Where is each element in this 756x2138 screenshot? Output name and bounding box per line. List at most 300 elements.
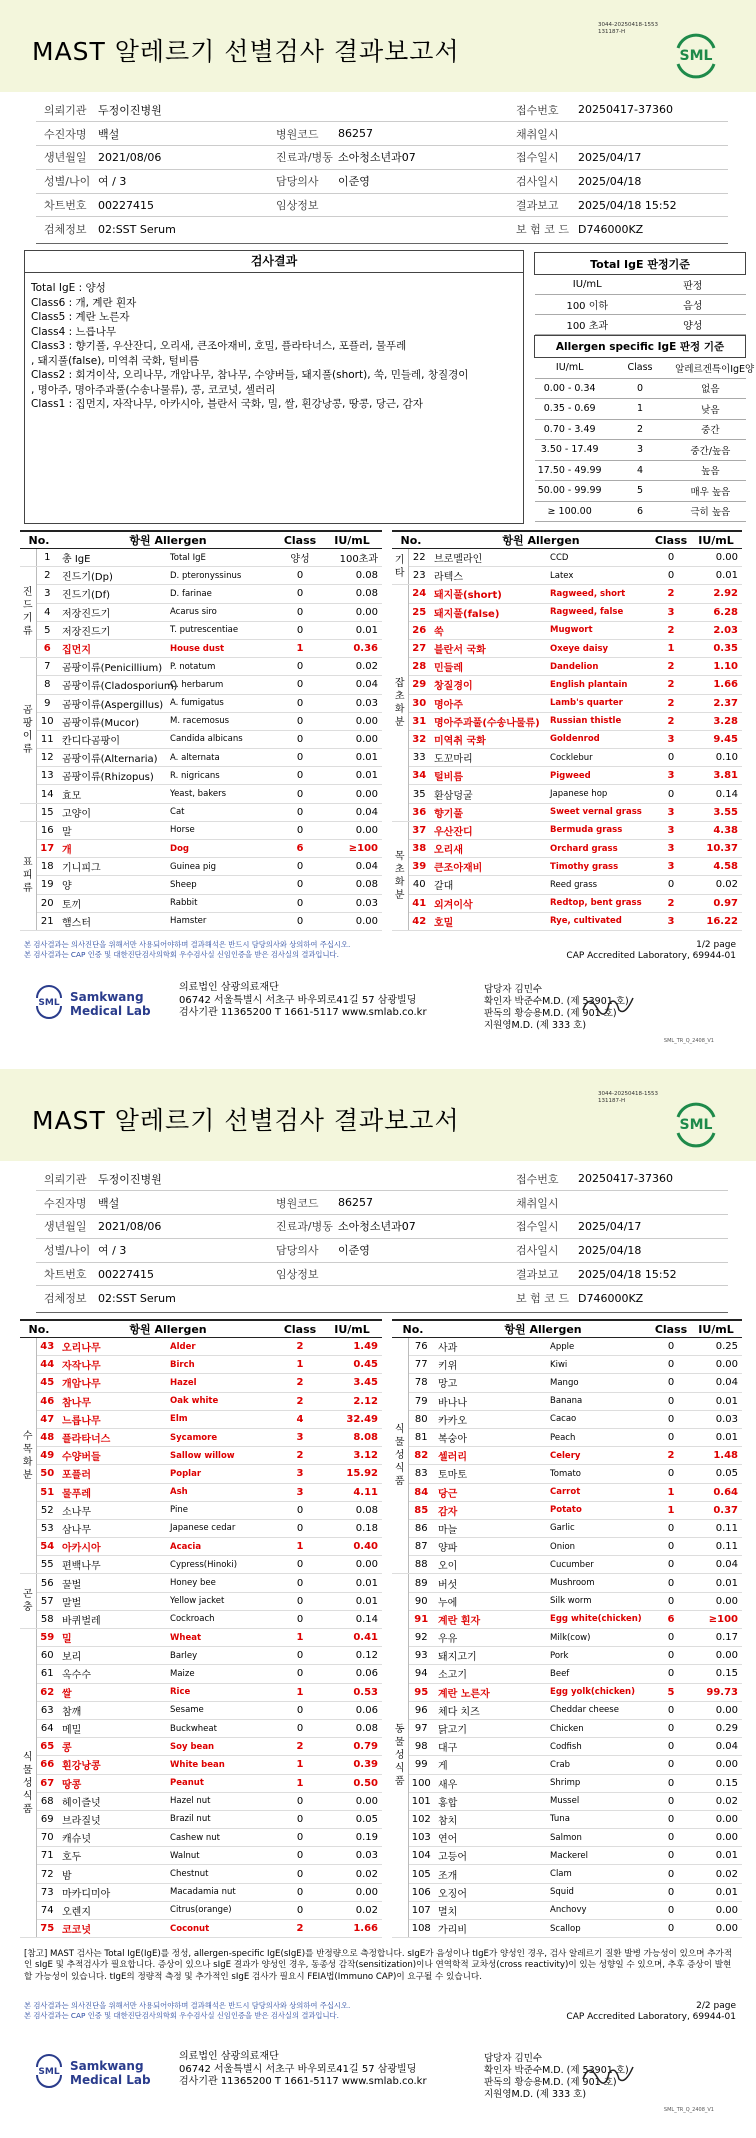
allergen-value: 0.04 [322,676,382,694]
allergen-class: 3 [652,840,690,858]
allergen-row [20,1428,382,1446]
allergen-name-en: Apple [548,1338,652,1356]
info-value: 2021/08/06 [98,1215,268,1239]
allergen-row [20,1392,382,1410]
group-label-text: 기타 [394,554,405,579]
allergen-class: 2 [278,1374,322,1392]
allergen-name-en: Sweet vernal grass [548,803,652,821]
info-label: 수진자명 [36,1191,98,1215]
allergen-class: 2 [278,1738,322,1756]
allergen-name-ko: 버섯 [434,1574,548,1592]
allergen-value: 0.00 [690,1756,742,1774]
allergen-name-en: Egg yolk(chicken) [548,1683,652,1701]
criteria-row [535,501,746,522]
allergen-row [20,621,382,639]
allergen-class: 0 [278,730,322,748]
allergen-name-en: Lamb's quarter [548,694,652,712]
allergen-name-ko: 체다 치즈 [434,1701,548,1719]
allergen-name-en: Hazel [168,1374,278,1392]
allergen-value: 0.00 [322,730,382,748]
group-label-text: 식물성식품 [22,1751,33,1815]
page-number: 2/2 page CAP Accredited Laboratory, 69944-01 [566,2001,736,2022]
allergen-row [20,1829,382,1847]
allergen-name-ko: 개 [58,840,168,858]
allergen-no: 77 [408,1356,434,1374]
criteria-cell: 0.00 - 0.34 [535,378,605,399]
allergen-no: 18 [36,858,58,876]
patient-info-row [36,1191,728,1215]
allergen-name-en: Horse [168,821,278,839]
allergen-name-ko: 헤이즐넛 [58,1792,168,1810]
criteria-cell: 17.50 - 49.99 [535,460,605,481]
allergen-class: 0 [652,1901,690,1919]
allergen-row [392,1410,742,1428]
allergen-class: 1 [278,639,322,657]
allergen-table-left [20,1319,382,1938]
allergen-name-ko: 집먼지 [58,639,168,657]
allergen-name-ko: 미역취 국화 [430,730,548,748]
allergen-name-ko: 환삼덩굴 [430,785,548,803]
allergen-name-ko: 기니피그 [58,858,168,876]
allergen-name-en: Cockroach [168,1610,278,1628]
allergen-class: 0 [278,1701,322,1719]
allergen-name-ko: 복숭아 [434,1428,548,1446]
allergen-value: 3.55 [690,803,742,821]
criteria-cell: 100 이하 [535,295,641,315]
allergen-row [392,1901,742,1919]
allergen-class: 3 [278,1483,322,1501]
allergen-class: 0 [278,1519,322,1537]
warning-note-1: 본 검사결과는 의사진단을 위해서만 사용되어야하며 결과해석은 반드시 담당의사와 상의하여 주십시오. [24,2001,351,2010]
allergen-row [392,1447,742,1465]
allergen-body [20,549,382,931]
allergen-name-ko: 브로멜라인 [430,549,548,567]
allergen-row [392,1392,742,1410]
allergen-row [20,1374,382,1392]
patient-info-row [36,1262,728,1286]
allergen-name-en: Japanese hop [548,785,652,803]
allergen-class: 1 [652,1483,690,1501]
allergen-no: 83 [408,1465,434,1483]
allergen-body [392,1338,742,1938]
allergen-no: 91 [408,1610,434,1628]
criteria-cell: 중간/높음 [675,440,745,461]
allergen-name-ko: 포플러 [58,1465,168,1483]
allergen-class: 0 [652,1647,690,1665]
allergen-class: 2 [278,1338,322,1356]
info-label: 보 험 코 드 [516,1292,569,1306]
allergen-name-en: Tomato [548,1465,652,1483]
allergen-no: 14 [36,785,58,803]
allergen-row [20,694,382,712]
allergen-name-ko: 곰팡이류(Mucor) [58,712,168,730]
allergen-row [20,785,382,803]
allergen-value: 0.01 [690,1574,742,1592]
allergen-name-ko: 호밀 [430,912,548,930]
col-unit: IU/mL [322,531,382,549]
allergen-value: 0.97 [690,894,742,912]
allergen-name-ko: 명아주과풀(수송나물류) [430,712,548,730]
allergen-no: 105 [408,1865,434,1883]
allergen-name-ko: 수양버들 [58,1447,168,1465]
criteria-cell: 0.35 - 0.69 [535,399,605,420]
allergen-class: 1 [278,1356,322,1374]
criteria-cell: 1 [605,399,675,420]
allergen-no: 12 [36,749,58,767]
allergen-name-ko: 라텍스 [430,567,548,585]
allergen-row [20,894,382,912]
allergen-class: 0 [652,1374,690,1392]
allergen-value: 0.00 [690,1810,742,1828]
allergen-name-en: Salmon [548,1829,652,1847]
allergen-name-ko: 돼지풀(false) [430,603,548,621]
allergen-value: 2.92 [690,585,742,603]
allergen-no: 61 [36,1665,58,1683]
group-label-text: 진드기류 [22,587,33,638]
allergen-value: 0.11 [690,1519,742,1537]
allergen-class: 3 [652,603,690,621]
group-label [392,1338,408,1574]
info-label: 임상정보 [268,193,338,217]
allergen-name-ko: 콩 [58,1738,168,1756]
allergen-class: 0 [278,1665,322,1683]
allergen-name-ko: 총 IgE [58,549,168,567]
criteria-cell: 3 [605,440,675,461]
allergen-name-en: Dandelion [548,658,652,676]
allergen-row [20,676,382,694]
allergen-name-en: Orchard grass [548,840,652,858]
allergen-name-ko: 키위 [434,1356,548,1374]
allergen-name-en: Macadamia nut [168,1883,278,1901]
allergen-name-ko: 우유 [434,1629,548,1647]
allergen-name-ko: 칸디다곰팡이 [58,730,168,748]
allergen-row [20,567,382,585]
allergen-name-ko: 가리비 [434,1920,548,1938]
allergen-value: 2.12 [322,1392,382,1410]
allergen-row [392,730,742,748]
info-value: 이준영 [338,169,508,193]
criteria-cell: 6 [605,501,675,522]
allergen-no: 57 [36,1592,58,1610]
info-label [268,1286,338,1310]
patient-info-row [36,122,728,146]
allergen-no: 29 [408,676,430,694]
allergen-row [392,639,742,657]
allergen-row [20,1883,382,1901]
allergen-class: 0 [278,585,322,603]
allergen-row [392,603,742,621]
allergen-value: 0.04 [690,1738,742,1756]
col-class: Class [652,531,690,549]
allergen-row [20,1465,382,1483]
allergen-value: 0.00 [322,1883,382,1901]
info-label: 접수일시 [508,146,578,170]
allergen-class: 6 [652,1610,690,1628]
allergen-name-ko: 곰팡이류(Penicillium) [58,658,168,676]
allergen-value: 0.02 [322,1865,382,1883]
divider [36,1312,728,1313]
allergen-value: 15.92 [322,1465,382,1483]
allergen-name-ko: 계란 노른자 [434,1683,548,1701]
info-label: 차트번호 [36,1262,98,1286]
allergen-value: 0.00 [690,549,742,567]
allergen-no: 32 [408,730,430,748]
allergen-class: 0 [278,1810,322,1828]
info-value: 백설 [98,122,268,146]
allergen-no: 82 [408,1447,434,1465]
criteria-cell: 매우 높음 [675,481,745,502]
allergen-value: 4.11 [322,1483,382,1501]
allergen-row [392,1374,742,1392]
allergen-class: 0 [652,1592,690,1610]
allergen-no: 87 [408,1538,434,1556]
info-label: 검체정보 [44,1292,87,1306]
allergen-name-en: Goldenrod [548,730,652,748]
allergen-no: 86 [408,1519,434,1537]
criteria-cell: 0 [605,378,675,399]
allergen-row [392,1738,742,1756]
allergen-no: 70 [36,1829,58,1847]
allergen-no: 108 [408,1920,434,1938]
allergen-name-en: Onion [548,1538,652,1556]
allergen-value: 0.04 [690,1556,742,1574]
allergen-name-ko: 계란 흰자 [434,1610,548,1628]
allergen-name-ko: 마늘 [434,1519,548,1537]
allergen-name-en: Coconut [168,1920,278,1938]
allergen-value: 8.08 [322,1428,382,1446]
allergen-row [20,603,382,621]
allergen-no: 37 [408,821,430,839]
allergen-name-ko: 블란서 국화 [430,639,548,657]
allergen-name-en: A. fumigatus [168,694,278,712]
allergen-name-ko: 고등어 [434,1847,548,1865]
info-value: 이준영 [338,1238,508,1262]
allergen-class: 0 [652,1410,690,1428]
allergen-class: 0 [652,1574,690,1592]
allergen-row [20,658,382,676]
allergen-name-ko: 셀러리 [434,1447,548,1465]
criteria-col-header: IU/mL [535,275,641,295]
info-value: 2025/04/17 [578,1215,728,1239]
allergen-no: 90 [408,1592,434,1610]
svg-text:SML: SML [38,2067,60,2077]
allergen-name-en: Honey bee [168,1574,278,1592]
allergen-name-en: Hamster [168,912,278,930]
allergen-name-ko: 밤 [58,1865,168,1883]
allergen-name-ko: 소고기 [434,1665,548,1683]
allergen-name-ko: 참깨 [58,1701,168,1719]
allergen-row [392,1556,742,1574]
patient-info-row [36,1167,728,1191]
allergen-name-en: Hazel nut [168,1792,278,1810]
sml-logo-icon [672,30,720,78]
allergen-value: 3.12 [322,1447,382,1465]
allergen-value: 0.50 [322,1774,382,1792]
allergen-no: 62 [36,1683,58,1701]
allergen-name-ko: 자작나무 [58,1356,168,1374]
allergen-class: 0 [278,1901,322,1919]
signatures: 담당자 김민수 확인자 박준수M.D. (제 53901 호) 판독의 황승용M.D. (제 901 호) 지원영M.D. (제 333 호) [484,984,629,1031]
allergen-value: 0.00 [690,1701,742,1719]
allergen-row [392,1865,742,1883]
criteria-cell: 3.50 - 17.49 [535,440,605,461]
info-value: 86257 [338,1191,508,1215]
allergen-value: 3.81 [690,767,742,785]
col-unit: IU/mL [322,1320,382,1338]
allergen-row [392,658,742,676]
allergen-no: 98 [408,1738,434,1756]
allergen-name-ko: 삼나무 [58,1519,168,1537]
info-value: 소아청소년과07 [338,146,508,170]
allergen-body [20,1338,382,1938]
allergen-name-ko: 창질경이 [430,676,548,694]
allergen-class: 2 [278,1447,322,1465]
allergen-value: 0.17 [690,1629,742,1647]
allergen-no: 28 [408,658,430,676]
allergen-class: 0 [278,676,322,694]
allergen-name-ko: 땅콩 [58,1774,168,1792]
criteria-row [535,295,746,315]
allergen-name-en: Cheddar cheese [548,1701,652,1719]
info-value: 20250417-37360 [578,98,728,122]
info-value: 20250417-37360 [578,1167,728,1191]
allergen-row [392,1356,742,1374]
allergen-name-ko: 소나무 [58,1501,168,1519]
allergen-value: 0.01 [322,1592,382,1610]
info-value [338,1262,508,1286]
info-value [578,122,728,146]
allergen-value: 0.64 [690,1483,742,1501]
allergen-no: 92 [408,1629,434,1647]
allergen-name-en: Walnut [168,1847,278,1865]
allergen-value: 16.22 [690,912,742,930]
allergen-name-ko: 양파 [434,1538,548,1556]
allergen-name-ko: 곰팡이류(Aspergillus) [58,694,168,712]
allergen-name-ko: 망고 [434,1374,548,1392]
allergen-value: 0.00 [322,1792,382,1810]
info-label: 의뢰기관 [36,98,98,122]
allergen-value: 0.05 [322,1810,382,1828]
allergen-class: 1 [278,1538,322,1556]
allergen-row [20,1556,382,1574]
allergen-value: 0.08 [322,585,382,603]
allergen-class: 1 [278,1774,322,1792]
criteria-cell: 5 [605,481,675,502]
allergen-value: 0.29 [690,1719,742,1737]
allergen-name-ko: 브라질넛 [58,1810,168,1828]
allergen-row [20,1483,382,1501]
allergen-name-ko: 진드기(Dp) [58,567,168,585]
allergen-class: 0 [652,1810,690,1828]
criteria-cell: 양성 [640,315,746,335]
allergen-row [392,585,742,603]
allergen-class: 2 [652,676,690,694]
allergen-name-en: Dog [168,840,278,858]
allergen-name-en: Chestnut [168,1865,278,1883]
allergen-no: 106 [408,1883,434,1901]
result-summary-box [24,250,524,524]
group-label-text: 표피류 [22,857,33,895]
allergen-class: 0 [652,1538,690,1556]
col-no: No. [392,531,430,549]
allergen-no: 58 [36,1610,58,1628]
allergen-no: 93 [408,1647,434,1665]
allergen-row [392,767,742,785]
allergen-value: 0.02 [690,1792,742,1810]
report-title: MAST 알레르기 선별검사 결과보고서 [32,1106,460,1135]
allergen-name-en: Potato [548,1501,652,1519]
allergen-header-row [392,1320,742,1338]
allergen-class: 0 [652,549,690,567]
allergen-value: 0.01 [690,567,742,585]
info-label: 검사일시 [508,1238,578,1262]
allergen-row [392,1610,742,1628]
allergen-row [392,1465,742,1483]
allergen-class: 0 [652,1701,690,1719]
allergen-name-en: Banana [548,1392,652,1410]
allergen-name-en: Timothy grass [548,858,652,876]
page-number: 1/2 page CAP Accredited Laboratory, 69944-01 [566,940,736,961]
allergen-value: 0.41 [322,1629,382,1647]
allergen-no: 56 [36,1574,58,1592]
allergen-value: 3.45 [322,1374,382,1392]
allergen-name-en: Crab [548,1756,652,1774]
allergen-class: 2 [652,1447,690,1465]
allergen-class: 0 [652,1920,690,1938]
allergen-class: 0 [278,1865,322,1883]
group-label-text: 잡초화분 [394,678,405,729]
allergen-no: 30 [408,694,430,712]
group-label-text: 목초화분 [394,850,405,901]
col-allergen: 항원 Allergen [58,531,278,549]
allergen-row [392,694,742,712]
criteria-cell: 없음 [675,378,745,399]
allergen-no: 16 [36,821,58,839]
info-value: 00227415 [98,193,268,217]
allergen-row [20,712,382,730]
criteria-row [535,481,746,502]
allergen-value: 10.37 [690,840,742,858]
criteria-cell: 50.00 - 99.99 [535,481,605,502]
allergen-name-ko: 오징어 [434,1883,548,1901]
allergen-value: 0.08 [322,1501,382,1519]
allergen-name-en: Milk(cow) [548,1629,652,1647]
allergen-no: 6 [36,639,58,657]
allergen-value: 0.10 [690,749,742,767]
allergen-no: 25 [408,603,430,621]
allergen-value: 4.38 [690,821,742,839]
warning-note-2: 본 검사결과는 CAP 인증 및 대한진단검사의학회 우수검사실 신임인증을 받은 검사실의 결과입니다. [24,950,339,959]
info-value [338,1286,508,1310]
allergen-row [392,1701,742,1719]
allergen-row [20,821,382,839]
allergen-no: 8 [36,676,58,694]
allergen-no: 7 [36,658,58,676]
allergen-row [392,1428,742,1446]
allergen-value: 0.00 [690,1647,742,1665]
allergen-row [392,803,742,821]
allergen-no: 55 [36,1556,58,1574]
allergen-no: 11 [36,730,58,748]
allergen-name-ko: 민들레 [430,658,548,676]
allergen-name-en: Sycamore [168,1428,278,1446]
allergen-value: 0.19 [322,1829,382,1847]
info-label: 담당의사 [268,169,338,193]
allergen-name-en: Sesame [168,1701,278,1719]
allergen-row [20,1719,382,1737]
result-line: Class5 : 계란 노른자 [31,311,130,323]
allergen-row [392,621,742,639]
